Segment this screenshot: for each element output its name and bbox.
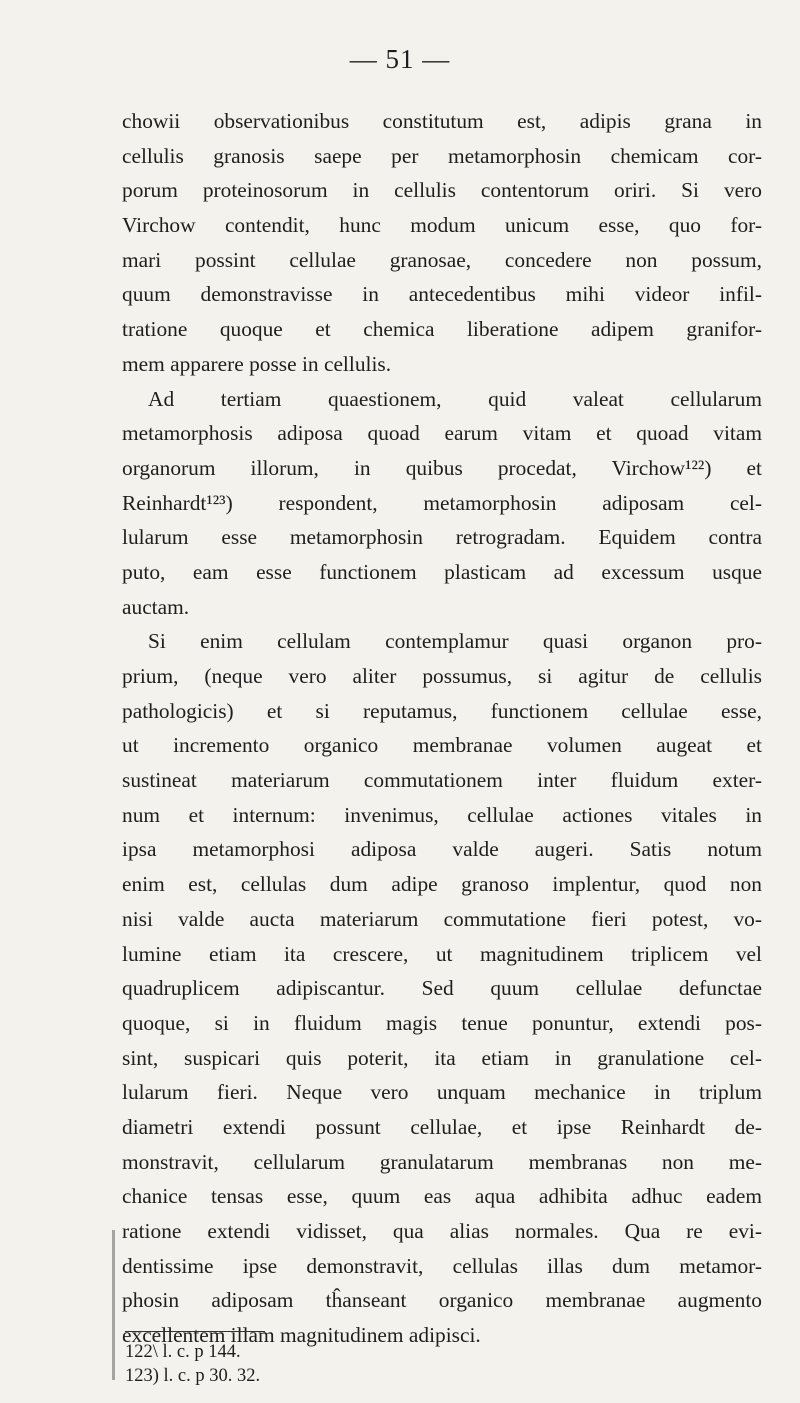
text-line: tratione quoque et chemica liberatione adipem granifor- [122,317,762,342]
text-line: auctam. [122,594,190,619]
text-line: metamorphosis adiposa quoad earum vitam et quoad vitam [122,421,762,446]
text-line: ratione extendi vidisset, qua alias normales. Qua re evi- [122,1219,762,1243]
text-line: mem apparere posse in cellulis. [122,351,392,376]
text-line: sint, suspicari quis poterit, ita etiam in granulatione cel- [122,1045,762,1070]
paragraph-2 [122,382,762,625]
text-line: quadruplicem adipiscantur. Sed quum cellulae defunctae [122,976,762,1001]
text-line: porum proteinosorum in cellulis contentorum oriri. Si vero [122,178,762,203]
text-line: Reinhardt¹²³) respondent, metamorphosin adiposam cel- [122,490,762,515]
text-line: excellentem illam magnitudinem adipisci. [122,1323,481,1348]
text-line: puto, eam esse functionem plasticam ad excessum usque [122,559,762,584]
footnote-123: 123) l. c. p 30. 32. [125,1366,261,1386]
text-line: monstravit, cellularum granulatarum membranas non me- [122,1149,762,1174]
footnotes [125,1340,260,1388]
text-line: enim est, cellulas dum adipe granoso implentur, quod non [122,872,762,897]
footnote-122: 122\ l. c. p 144. [125,1342,241,1362]
text-line: quoque, si in fluidum magis tenue ponuntur, extendi pos- [122,1010,762,1035]
text-line: quum demonstravisse in antecedentibus mihi videor infil- [122,282,762,307]
footnote-divider [125,1331,265,1332]
text-line: diametri extendi possunt cellulae, et ipse Reinhardt de- [122,1114,762,1139]
body-text [122,104,762,1353]
text-line: lularum esse metamorphosin retrogradam. Equidem contra [122,525,762,550]
text-line: chowii observationibus constitutum est, adipis grana in [122,109,762,133]
text-line: phosin adiposam tĥanseant organico membranae augmento [122,1288,762,1313]
text-line: mari possint cellulae granosae, concedere non possum, [122,247,762,272]
text-line: nisi valde aucta materiarum commutatione fieri potest, vo- [122,906,762,931]
text-line: ut incremento organico membranae volumen augeat et [122,733,762,758]
text-line: Ad tertiam quaestionem, quid valeat cellularum [148,386,762,411]
paragraph-1 [122,104,762,382]
text-line: prium, (neque vero aliter possumus, si agitur de cellulis [122,664,762,688]
text-line: pathologicis) et si reputamus, functionem cellulae esse, [122,698,762,723]
page-number: — 51 — [349,44,451,74]
text-line: lularum fieri. Neque vero unquam mechanice in triplum [122,1080,762,1105]
text-line: cellulis granosis saepe per metamorphosin chemicam cor- [122,143,762,168]
text-line: sustineat materiarum commutationem inter fluidum exter- [122,768,762,793]
paragraph-3 [122,624,762,1352]
binding-shadow-mark [112,1230,115,1380]
text-line: Virchow contendit, hunc modum unicum esse, quo for- [122,213,762,238]
text-line: num et internum: invenimus, cellulae actiones vitales in [122,802,762,827]
text-line: lumine etiam ita crescere, ut magnitudinem triplicem vel [122,941,762,966]
text-line: ipsa metamorphosi adiposa valde augeri. Satis notum [122,837,762,862]
text-line: Si enim cellulam contemplamur quasi organon pro- [148,629,762,654]
text-line: chanice tensas esse, quum eas aqua adhibita adhuc eadem [122,1184,762,1209]
text-line: organorum illorum, in quibus procedat, Virchow¹²²) et [122,455,762,480]
text-line: dentissime ipse demonstravit, cellulas illas dum metamor- [122,1253,762,1278]
